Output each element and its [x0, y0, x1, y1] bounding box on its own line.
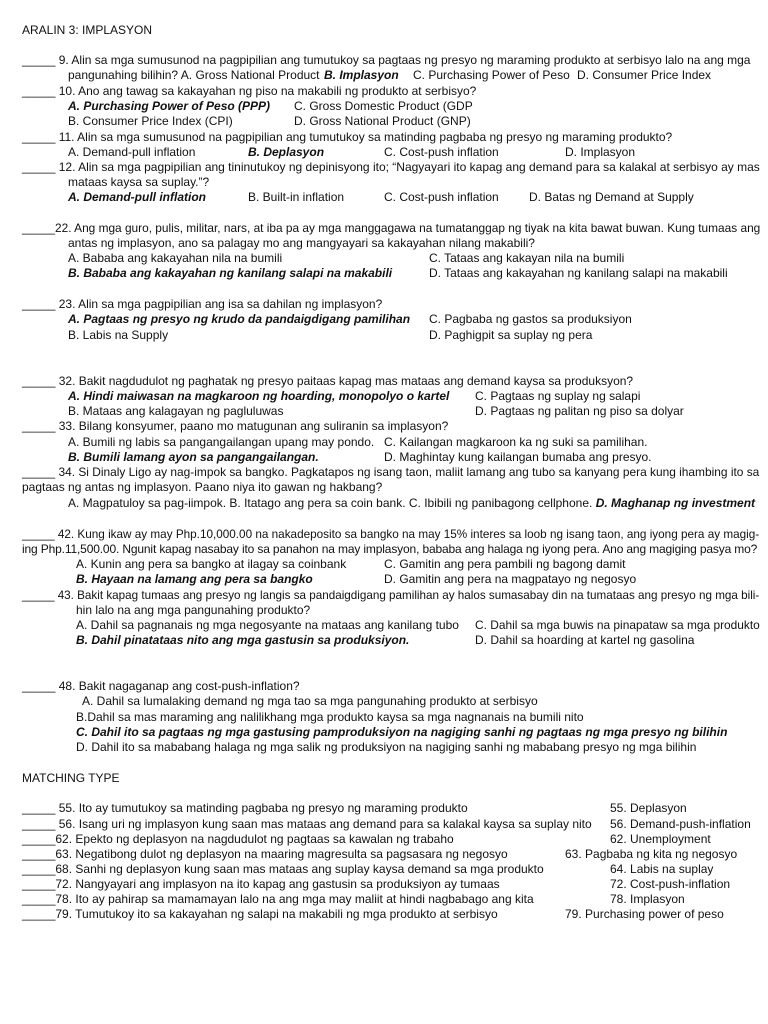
answer-blank[interactable]: _____ — [22, 862, 56, 876]
question-text: 22. Ang mga guro, pulis, militar, nars, at iba pa ay mga manggagawa na tumatanggap ng tiyak na kita bawat buwan. Kung tumaas ang — [55, 221, 761, 235]
question-43 — [22, 588, 759, 603]
choice-a: A. Dahil sa lumalaking demand ng mga tao sa mga pangunahing produkto at serbisyo — [82, 694, 538, 708]
choice-d: D. Pagtaas ng palitan ng piso sa dolyar — [475, 404, 684, 418]
question-text: 48. Bakit nagaganap ang cost-push-inflation? — [58, 679, 300, 693]
question-text: 23. Alin sa mga pagpipilian ang isa sa dahilan ng implasyon? — [58, 297, 383, 311]
choice-d: D. Gross National Product (GNP) — [294, 114, 471, 128]
question-10 — [22, 84, 476, 99]
choice-d: D. Gamitin ang pera na magpatayo ng negosyo — [384, 572, 637, 586]
answer-blank[interactable]: _____ — [22, 297, 56, 311]
choice-d: D. Tataas ang kakayahan ng kanilang salapi na makabili — [429, 266, 728, 280]
choice-c: C. Cost-push inflation — [384, 190, 499, 204]
question-42 — [22, 527, 759, 542]
question-9-answer: B. Implasyon — [324, 68, 399, 82]
question-23 — [22, 297, 382, 312]
choice-b: B. Labis na Supply — [68, 328, 169, 342]
choice-a: A. Kunin ang pera sa bangko at ilagay sa coinbank — [76, 557, 347, 571]
matching-answer: 78. Implasyon — [610, 892, 685, 906]
answer-blank[interactable]: _____ — [22, 465, 56, 479]
matching-heading: MATCHING TYPE — [22, 771, 120, 785]
choice-a: A. Dahil sa pagnanais ng mga negosyante na mataas ang kanilang tubo — [76, 618, 459, 632]
choice-c: C. Dahil sa mga buwis na pinapataw sa mga produkto — [475, 618, 760, 632]
choice-b: B. Consumer Price Index (CPI) — [68, 114, 233, 128]
matching-question: 68. Sanhi ng deplasyon kung saan mas mataas ang suplay kaysa demand sa mga produkto — [55, 862, 544, 876]
matching-question: 78. Ito ay pahirap sa mamamayan lalo na ang mga may maliit at hindi nagbabago ang kita — [55, 892, 534, 906]
question-33-answer: B. Bumili lamang ayon sa pangangailangan. — [68, 450, 319, 464]
question-11-answer: B. Deplasyon — [248, 145, 325, 159]
matching-question: 62. Epekto ng deplasyon na nagdudulot ng pagtaas sa kawalan ng trabaho — [55, 832, 454, 846]
matching-item — [22, 847, 508, 862]
question-32 — [22, 374, 633, 389]
question-48 — [22, 679, 300, 694]
question-text: 42. Kung ikaw ay may Php.10,000.00 na nakadeposito sa bangko na may 15% interes sa loob ng isang taon, ang iyong pera ay magig- — [57, 527, 760, 541]
answer-blank[interactable]: _____ — [22, 892, 56, 906]
answer-blank[interactable]: _____ — [22, 84, 56, 98]
choice-b: B. Mataas ang kalagayan ng pagluluwas — [68, 404, 284, 418]
question-text: 10. Ano ang tawag sa kakayahan ng piso na makabili ng produkto at serbisyo? — [58, 84, 477, 98]
choice-d: D. Paghigpit sa suplay ng pera — [429, 328, 593, 342]
answer-blank[interactable]: _____ — [22, 907, 56, 921]
answer-blank[interactable]: _____ — [22, 832, 56, 846]
answer-blank[interactable]: _____ — [22, 817, 56, 831]
question-9 — [22, 53, 750, 68]
question-text: 11. Alin sa mga sumusunod na pagpipilian ang tumutukoy sa matinding pagbaba ng presyo ng maraming produkto? — [58, 130, 673, 144]
question-43-line2: hin lalo na ang mga pangunahing produkto? — [76, 603, 311, 617]
choice-c: C. Pagbaba ng gastos sa produksiyon — [429, 312, 632, 326]
question-34-answer: D. Maghanap ng investment — [595, 496, 756, 510]
choice-c: C. Cost-push inflation — [384, 145, 499, 159]
choice-a: A. Bababa ang kakayahan nila na bumili — [68, 251, 283, 265]
question-10-answer: A. Purchasing Power of Peso (PPP) — [68, 99, 271, 113]
answer-blank[interactable]: _____ — [22, 160, 56, 174]
question-32-answer: A. Hindi maiwasan na magkaroon ng hoarding, monopolyo o kartel — [68, 389, 450, 403]
answer-blank[interactable]: _____ — [22, 877, 56, 891]
answer-blank[interactable]: _____ — [22, 847, 56, 861]
question-42-line2: ing Php.11,500.00. Ngunit kapag nasabay ito sa panahon na may implasyon, bababa ang halaga ng iyong pera. Ano ang magiging pasya mo? — [22, 542, 758, 556]
choice-a: A. Bumili ng labis sa pangangailangan upang may pondo. — [68, 435, 375, 449]
matching-question: 72. Nangyayari ang implasyon na ito kapag ang gastusin sa produksiyon ay tumaas — [55, 877, 500, 891]
choice-b: B.Dahil sa mas maraming ang nalilikhang mga produkto kaysa sa mga nagnanais na bumili nito — [76, 710, 584, 724]
answer-blank[interactable]: _____ — [22, 801, 56, 815]
answer-blank[interactable]: _____ — [22, 374, 56, 388]
question-43-answer: B. Dahil pinatataas nito ang mga gastusin sa produksiyon. — [76, 633, 410, 647]
question-text: 33. Bilang konsyumer, paano mo matugunan ang suliranin sa implasyon? — [58, 419, 449, 433]
page-title: ARALIN 3: IMPLASYON — [22, 23, 153, 37]
question-text: 43. Bakit kapag tumaas ang presyo ng langis sa pandaigdigang pamilihan ay halos sumasabay din na tumataas ang presyo ng mga bili- — [57, 588, 760, 602]
choice-d: D. Dahil ito sa mababang halaga ng mga salik ng produksiyon na nagiging sanhi ng mababang presyo ng mga bilihin — [76, 740, 697, 754]
question-12 — [22, 160, 760, 175]
question-22 — [22, 221, 760, 236]
question-9-line2: pangunahing bilihin? A. Gross National Product — [68, 68, 320, 82]
choices-abc: A. Magpatuloy sa pag-iimpok. B. Itatago ang pera sa coin bank. C. Ibibili ng panibagong cellphone. — [68, 496, 593, 510]
question-48-answer: C. Dahil ito sa pagtaas ng mga gastusing pamproduksiyon na nagiging sanhi ng pagtaas ng mga presyo ng bilihin — [76, 725, 728, 739]
choice-c: C. Purchasing Power of Peso — [413, 68, 570, 82]
choice-d: D. Batas ng Demand at Supply — [529, 190, 694, 204]
matching-answer: 56. Demand-push-inflation — [610, 817, 751, 831]
matching-answer: 72. Cost-push-inflation — [610, 877, 731, 891]
question-34 — [22, 465, 759, 480]
choice-d: D. Dahil sa hoarding at kartel ng gasolina — [475, 633, 695, 647]
answer-blank[interactable]: _____ — [22, 53, 56, 67]
matching-item — [22, 892, 534, 907]
matching-answer: 64. Labis na suplay — [610, 862, 714, 876]
matching-answer: 62. Unemployment — [610, 832, 711, 846]
question-23-answer: A. Pagtaas ng presyo ng krudo da pandaigdigang pamilihan — [68, 312, 411, 326]
choice-d: D. Consumer Price Index — [577, 68, 712, 82]
question-text: 9. Alin sa mga sumusunod na pagpipilian ang tumutukoy sa pagtaas ng presyo ng maraming produkto at serbisyo lalo na ang mga — [58, 53, 751, 67]
question-11 — [22, 130, 672, 145]
matching-item — [22, 877, 500, 892]
matching-item — [22, 817, 592, 832]
matching-answer: 55. Deplasyon — [610, 801, 687, 815]
choice-c: C. Gross Domestic Product (GDP — [294, 99, 473, 113]
choice-c: C. Kailangan magkaroon ka ng suki sa pamilihan. — [384, 435, 648, 449]
choice-d: D. Maghintay kung kailangan bumaba ang presyo. — [384, 450, 652, 464]
question-12-answer: A. Demand-pull inflation — [68, 190, 206, 204]
choice-c: C. Gamitin ang pera pambili ng bagong damit — [384, 557, 626, 571]
question-12-line2: mataas kaysa sa suplay.”? — [68, 175, 210, 189]
question-42-answer: B. Hayaan na lamang ang pera sa bangko — [76, 572, 313, 586]
question-22-line2: antas ng implasyon, ano sa palagay mo ang mangyayari sa kakayahan nilang makabili? — [68, 236, 535, 250]
question-34-choices — [68, 496, 755, 511]
choice-c: C. Tataas ang kakayan nila na bumili — [429, 251, 625, 265]
matching-answer: 63. Pagbaba ng kita ng negosyo — [565, 847, 738, 861]
matching-item — [22, 832, 454, 847]
matching-answer: 79. Purchasing power of peso — [565, 907, 724, 921]
matching-item — [22, 862, 544, 877]
question-34-line2: pagtaas ng antas ng implasyon. Paano niya ito gawan ng hakbang? — [22, 480, 383, 494]
matching-item — [22, 907, 498, 922]
choice-c: C. Pagtaas ng suplay ng salapi — [475, 389, 641, 403]
question-text: 32. Bakit nagdudulot ng paghatak ng presyo paitaas kapag mas mataas ang demand kaysa sa produksyon? — [58, 374, 634, 388]
choice-b: B. Built-in inflation — [248, 190, 345, 204]
answer-blank[interactable]: _____ — [22, 130, 56, 144]
answer-blank[interactable]: _____ — [22, 588, 55, 602]
choice-d: D. Implasyon — [565, 145, 636, 159]
choice-a: A. Demand-pull inflation — [68, 145, 196, 159]
question-33 — [22, 419, 448, 434]
answer-blank[interactable]: _____ — [22, 527, 55, 541]
matching-question: 79. Tumutukoy ito sa kakayahan ng salapi na makabili ng mga produkto at serbisyo — [55, 907, 498, 921]
question-text: 34. Si Dinaly Ligo ay nag-impok sa bangko. Pagkatapos ng isang taon, maliit lamang ang tubo sa kanyang pera kung ihambing ito sa — [58, 465, 760, 479]
question-22-answer: B. Bababa ang kakayahan ng kanilang salapi na makabili — [68, 266, 393, 280]
matching-question: 56. Isang uri ng implasyon kung saan mas mataas ang demand para sa kalakal kaysa sa suplay nito — [58, 817, 592, 831]
answer-blank[interactable]: _____ — [22, 221, 56, 235]
answer-blank[interactable]: _____ — [22, 679, 56, 693]
question-text: 12. Alin sa mga pagpipilian ang tininutukoy ng depinisyong ito; “Nagyayari ito kapag ang demand para sa kalakal at serbisyo ay mas — [58, 160, 760, 174]
matching-question: 55. Ito ay tumutukoy sa matinding pagbaba ng presyo ng maraming produkto — [58, 801, 468, 815]
answer-blank[interactable]: _____ — [22, 419, 56, 433]
matching-question: 63. Negatibong dulot ng deplasyon na maaring magresulta sa pagsasara ng negosyo — [55, 847, 508, 861]
matching-item — [22, 801, 468, 816]
